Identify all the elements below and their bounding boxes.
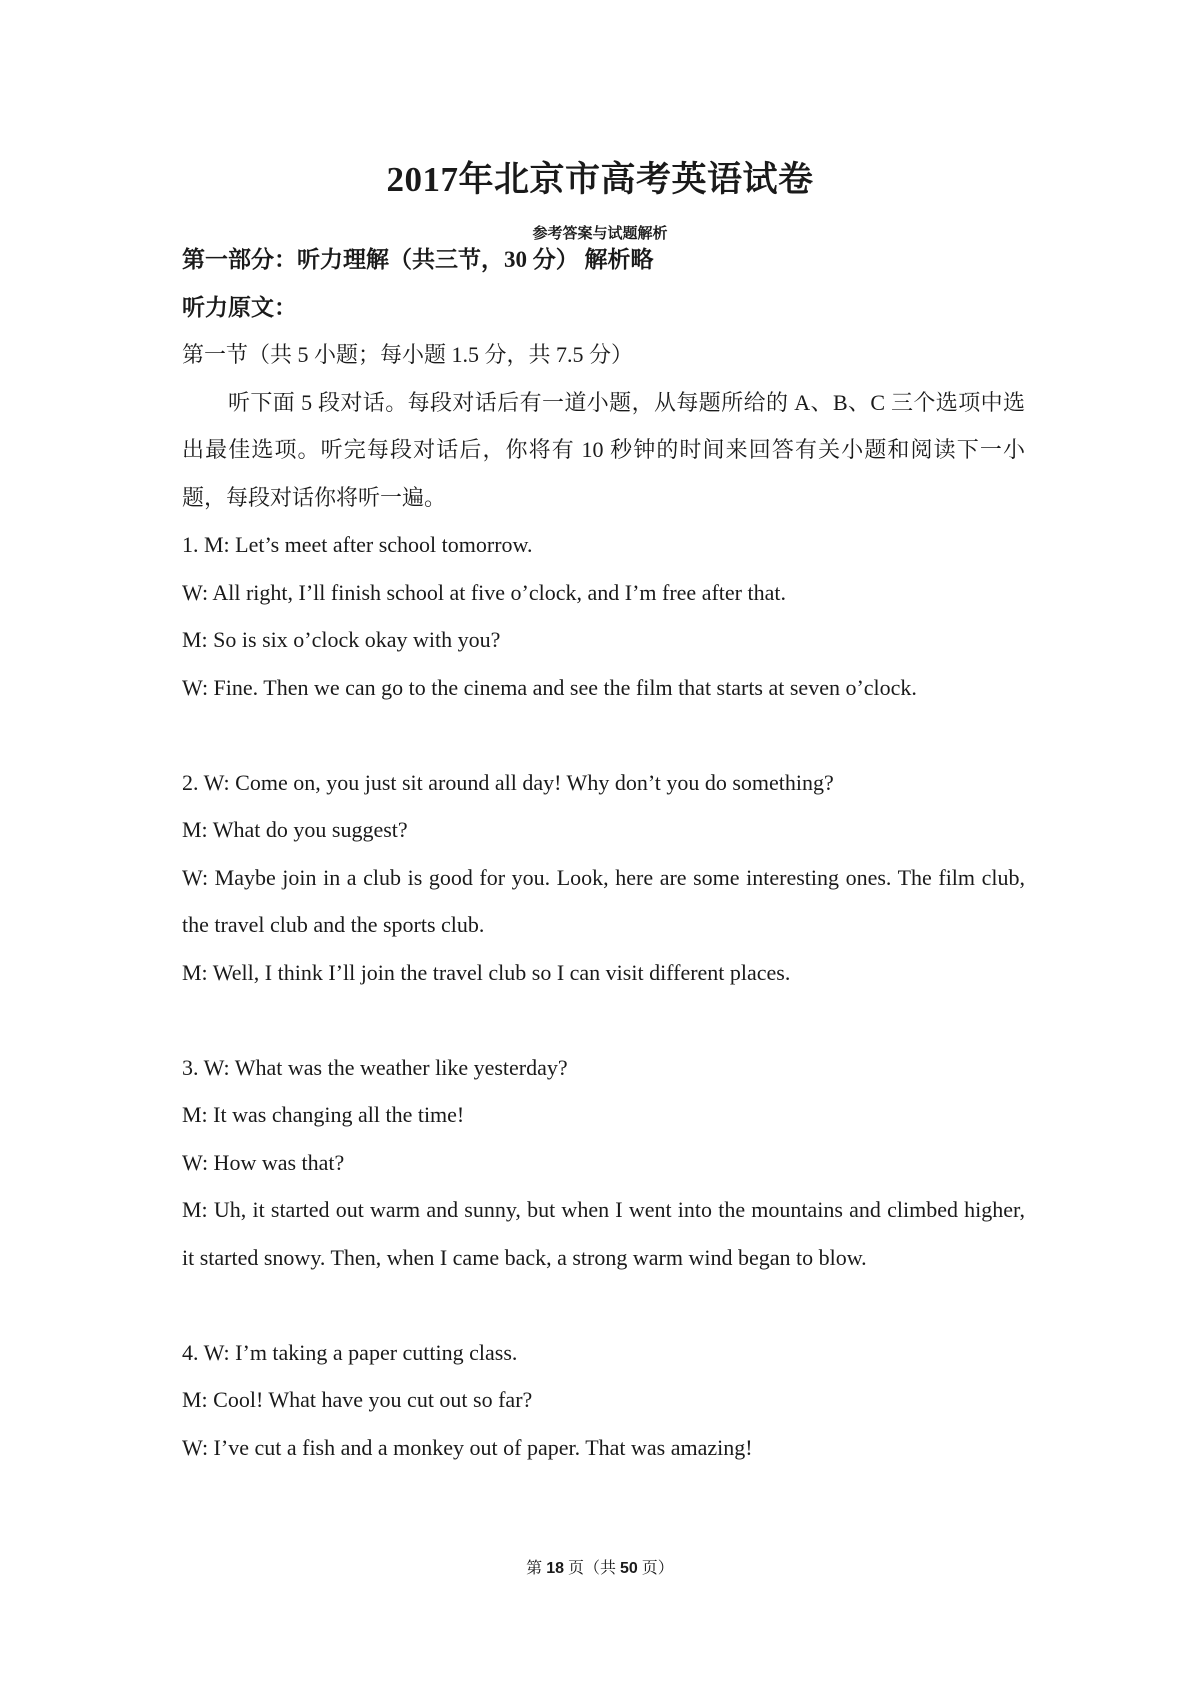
dialogue-line: W: Fine. Then we can go to the cinema and see the film that starts at seven o’clock. bbox=[182, 674, 917, 700]
dialogue-line: W: I’ve cut a fish and a monkey out of paper. That was amazing! bbox=[182, 1434, 753, 1460]
dialogue-line: 3. W: What was the weather like yesterday? bbox=[182, 1054, 568, 1080]
page-footer bbox=[0, 1555, 1200, 1578]
dialogue-spacer bbox=[182, 711, 1025, 759]
dialogue-4 bbox=[182, 1329, 1025, 1472]
part1-heading: 第一部分：听力理解（共三节，30 分） 解析略 bbox=[182, 247, 654, 272]
dialogue-line: M: It was changing all the time! bbox=[182, 1102, 465, 1127]
dialogue-line: M: Uh, it started out warm and sunny, but when I went into the mountains and climbed higher, it started snowy. Then, when I came back, a strong warm wind began to blow. bbox=[182, 1197, 1025, 1270]
dialogue-3 bbox=[182, 1044, 1025, 1282]
footer-prefix: 第 bbox=[526, 1560, 547, 1577]
document-title: 2017年北京市高考英语试卷 bbox=[386, 160, 814, 199]
dialogue-line: M: So is six o’clock okay with you? bbox=[182, 627, 501, 652]
document-body bbox=[182, 236, 1025, 1471]
dialogue-1 bbox=[182, 521, 1025, 711]
transcript-label: 听力原文： bbox=[182, 294, 297, 320]
dialogue-line: M: What do you suggest? bbox=[182, 817, 408, 842]
footer-suffix: 页） bbox=[637, 1560, 674, 1577]
section1-heading: 第一节（共 5 小题；每小题 1.5 分，共 7.5 分） bbox=[182, 342, 634, 367]
document-subtitle: 参考答案与试题解析 bbox=[532, 226, 668, 242]
footer-total-pages: 50 bbox=[620, 1560, 638, 1577]
dialogue-2 bbox=[182, 759, 1025, 997]
dialogue-spacer bbox=[182, 996, 1025, 1044]
dialogue-spacer bbox=[182, 1281, 1025, 1329]
instructions-paragraph: 听下面 5 段对话。每段对话后有一道小题，从每题所给的 A、B、C 三个选项中选出最佳选项。听完每段对话后，你将有 10 秒钟的时间来回答有关小题和阅读下一小题，每段对话你将听一遍。 bbox=[182, 389, 1025, 510]
dialogue-line: 1. M: Let’s meet after school tomorrow. bbox=[182, 532, 533, 557]
dialogue-line: W: How was that? bbox=[182, 1149, 345, 1175]
footer-page-number: 18 bbox=[546, 1560, 564, 1577]
dialogue-line: W: Maybe join in a club is good for you. Look, here are some interesting ones. The film club, the travel club and the sports club. bbox=[182, 864, 1025, 937]
dialogue-line: M: Well, I think I’ll join the travel club so I can visit different places. bbox=[182, 959, 791, 985]
dialogue-line: M: Cool! What have you cut out so far? bbox=[182, 1387, 533, 1412]
dialogue-line: W: All right, I’ll finish school at five o’clock, and I’m free after that. bbox=[182, 579, 786, 605]
footer-middle: 页（共 bbox=[563, 1560, 620, 1577]
dialogue-line: 4. W: I’m taking a paper cutting class. bbox=[182, 1339, 518, 1365]
dialogue-line: 2. W: Come on, you just sit around all day! Why don’t you do something? bbox=[182, 769, 834, 795]
